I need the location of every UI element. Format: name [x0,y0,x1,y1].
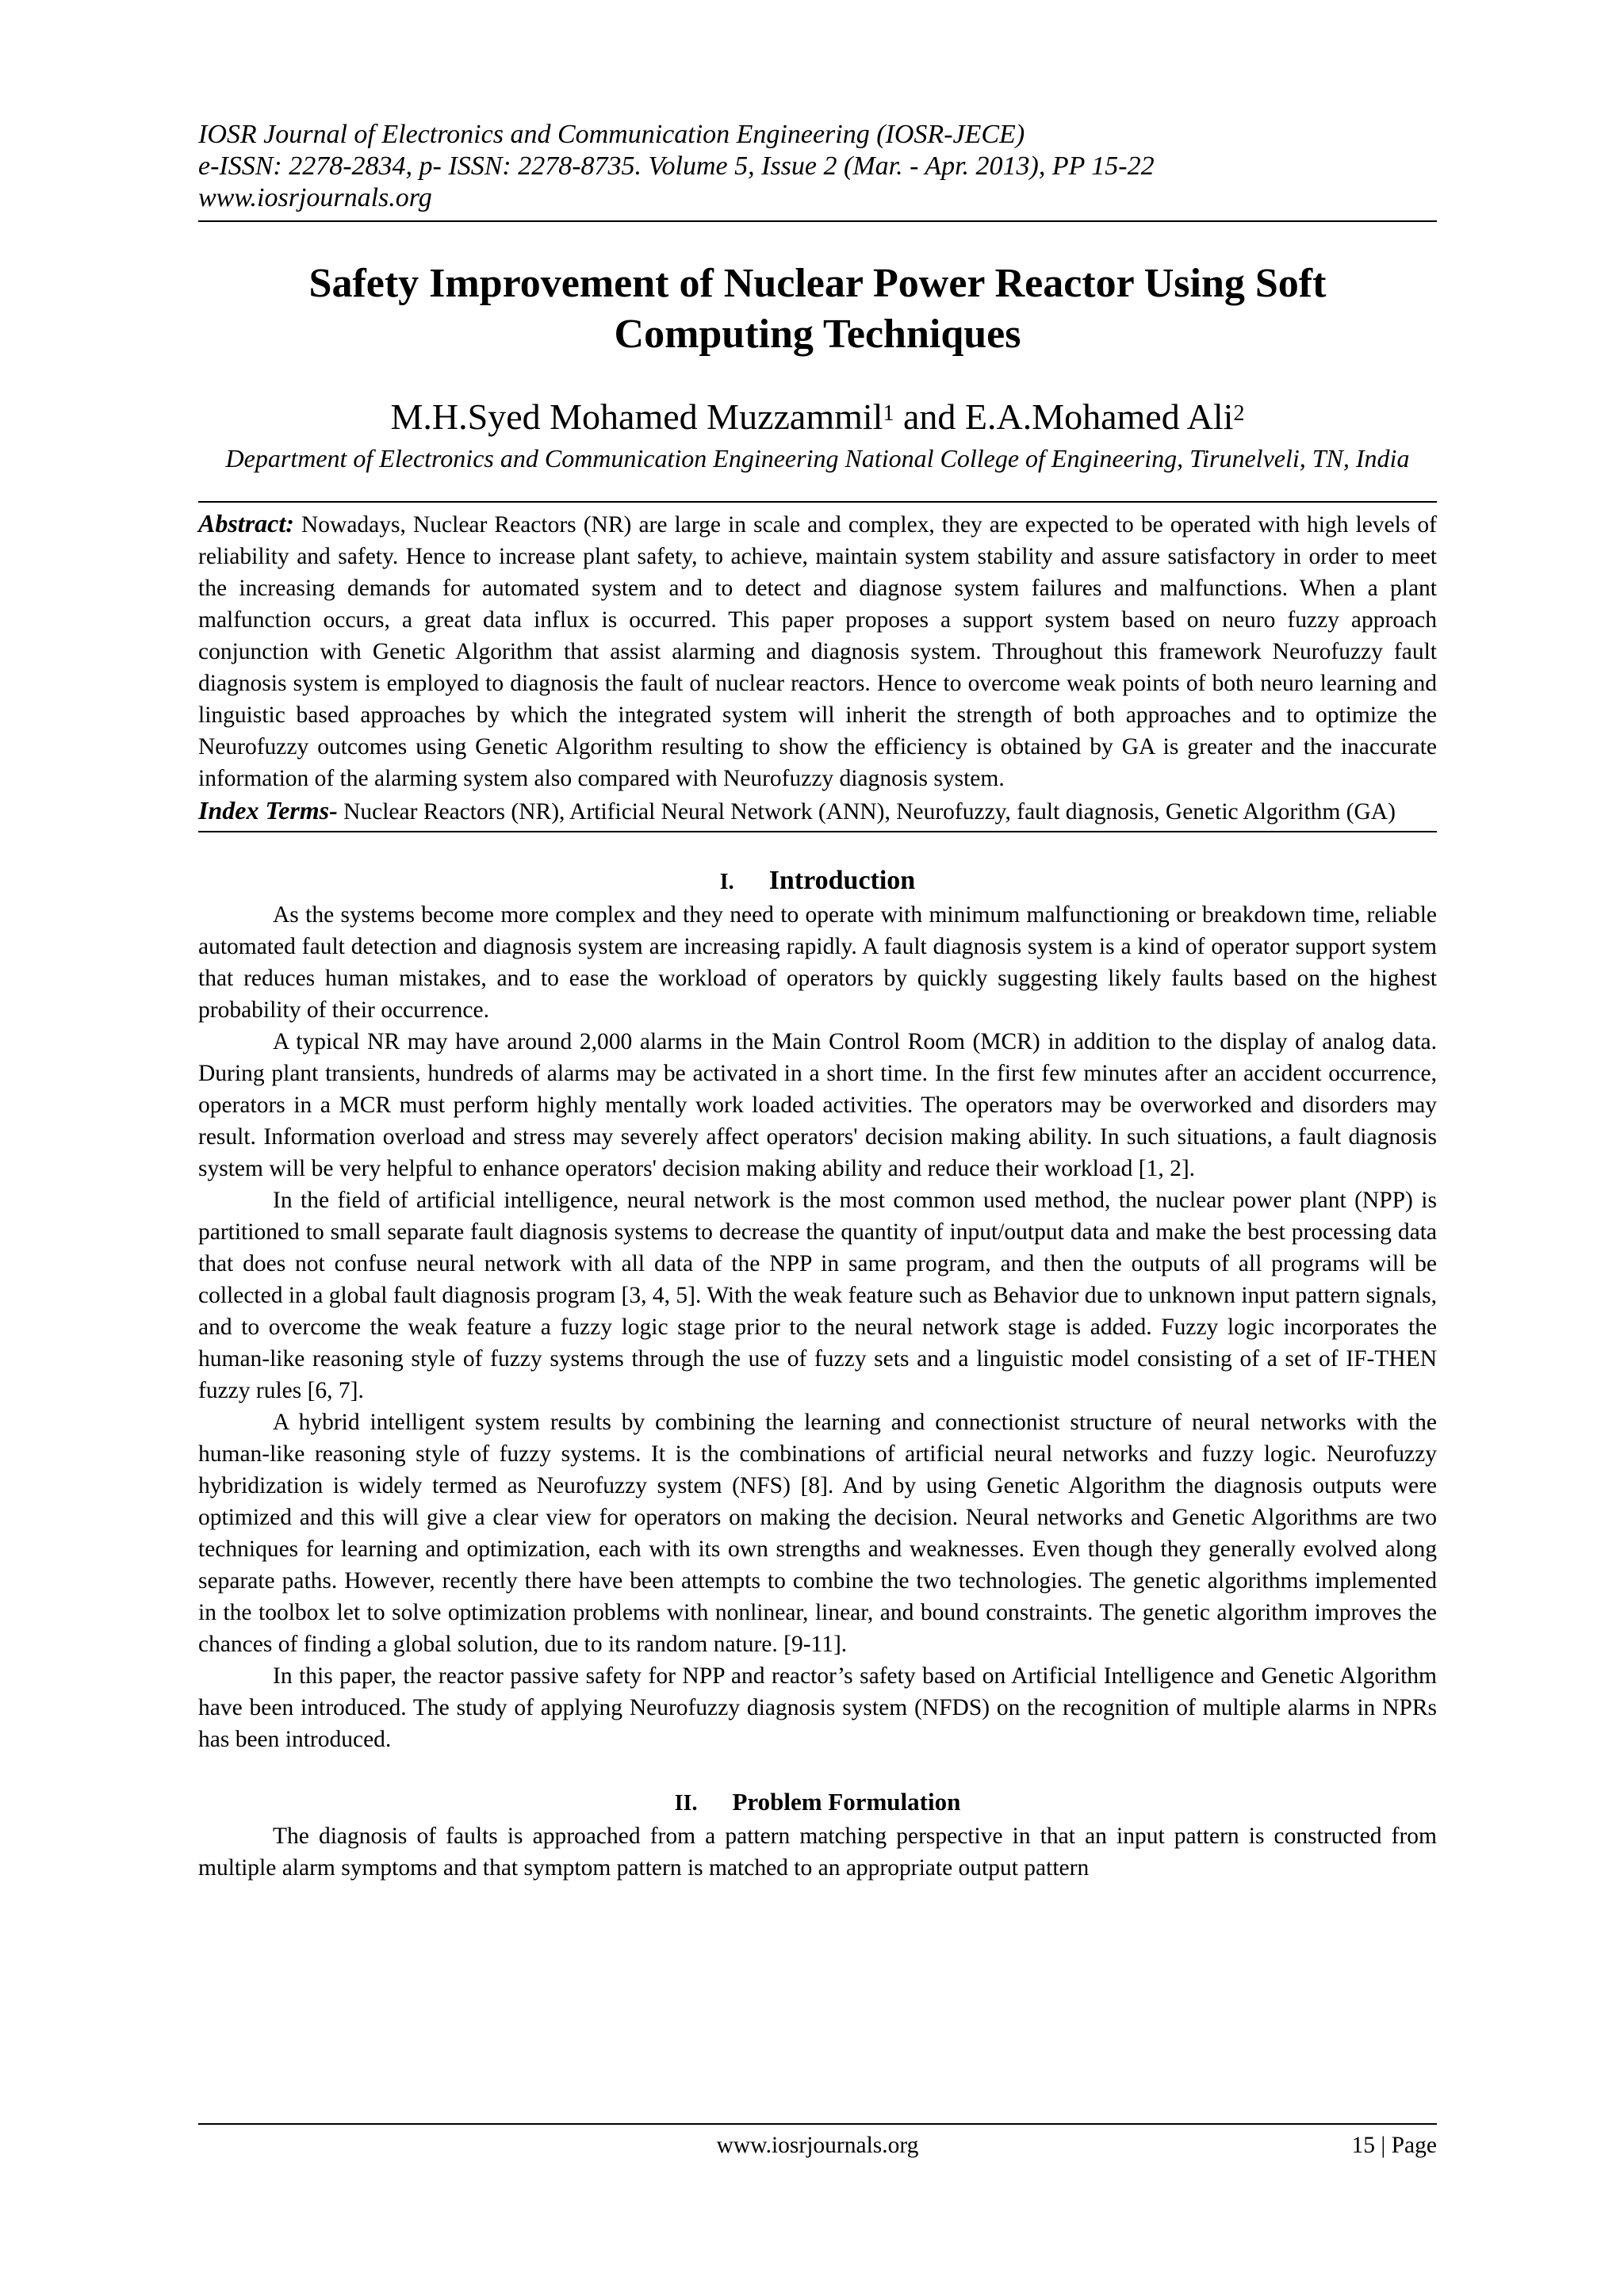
journal-website: www.iosrjournals.org [198,183,432,212]
author-conjunction: and [894,396,965,437]
index-terms-text: Nuclear Reactors (NR), Artificial Neural Network (ANN), Neurofuzzy, fault diagnosis, Genetic Algorithm (GA) [337,799,1396,825]
footer-website: www.iosrjournals.org [716,2133,919,2158]
author-line [198,395,1437,439]
author-1-affiliation-mark: 1 [883,401,894,426]
abstract-top-divider [198,501,1437,503]
paragraph: As the systems become more complex and they need to operate with minimum malfunctioning or breakdown time, reliable automated fault detection and diagnosis system are increasing rapidly. A fault diagnosis system is a kind of operator support system that reduces human mistakes, and to ease the workload of operators by quickly suggesting likely faults based on the highest probability of their occurrence. [198,902,1437,1023]
author-2-affiliation-mark: 2 [1233,401,1245,426]
paper-title: Safety Improvement of Nuclear Power Reactor Using Soft Computing Techniques [308,261,1327,357]
section-heading-problem-formulation [198,1785,1437,1820]
section-title: Introduction [768,866,916,895]
affiliation: Department of Electronics and Communication Engineering National College of Engineering, Tirunelveli, TN, India [225,444,1410,473]
page-number: 15 | Page [1351,2133,1437,2158]
abstract-label: Abstract: [198,509,294,538]
paragraph: The diagnosis of faults is approached from a pattern matching perspective in that an input pattern is constructed from multiple alarm symptoms and that symptom pattern is matched to an appropriate output pattern [198,1823,1437,1881]
section-heading-introduction [198,864,1437,899]
section-title: Problem Formulation [732,1788,961,1816]
journal-issn: e-ISSN: 2278-2834, p- ISSN: 2278-8735. Volume 5, Issue 2 (Mar. - Apr. 2013), PP 15-22 [198,151,1155,181]
paragraph: A typical NR may have around 2,000 alarms in the Main Control Room (MCR) in addition to the display of analog data. During plant transients, hundreds of alarms may be activated in a short time. In the first few minutes after an accident occurrence, operators in a MCR must perform highly mentally work loaded activities. The operators may be overworked and disorders may result. Information overload and stress may severely affect operators' decision making ability. In such situations, a fault diagnosis system will be very helpful to enhance operators' decision making ability and reduce their workload [1, 2]. [198,1029,1437,1181]
header-divider [198,220,1437,222]
abstract-bottom-divider [198,831,1437,832]
footer-divider [198,2123,1437,2125]
page-footer [198,2130,1437,2161]
index-terms [198,794,1437,828]
abstract [198,507,1437,794]
abstract-text: Nowadays, Nuclear Reactors (NR) are large in scale and complex, they are expected to be operated with high levels of reliability and safety. Hence to increase plant safety, to achieve, maintain system stability and assure satisfactory in order to meet the increasing demands for automated system and to detect and diagnose system failures and malfunctions. When a plant malfunction occurs, a great data influx is occurred. This paper proposes a support system based on neuro fuzzy approach conjunction with Genetic Algorithm that assist alarming and diagnosis system. Throughout this framework Neurofuzzy fault diagnosis system is employed to diagnosis the fault of nuclear reactors. Hence to overcome weak points of both neuro learning and linguistic based approaches by which the integrated system will inherit the strength of both approaches and to optimize the Neurofuzzy outcomes using Genetic Algorithm resulting to show the efficiency is obtained by GA is greater and the inaccurate information of the alarming system also compared with Neurofuzzy diagnosis system. [198,512,1437,791]
section-number: I. [719,870,734,894]
section-number: II. [674,1791,698,1816]
index-terms-label: Index Terms- [198,796,338,825]
paragraph: In this paper, the reactor passive safety for NPP and reactor’s safety based on Artificial Intelligence and Genetic Algorithm have been introduced. The study of applying Neurofuzzy diagnosis system (NFDS) on the recognition of multiple alarms in NPRs has been introduced. [198,1663,1437,1752]
journal-name: IOSR Journal of Electronics and Communication Engineering (IOSR-JECE) [198,120,1025,149]
author-2: E.A.Mohamed Ali [964,396,1234,437]
paragraph: In the field of artificial intelligence, neural network is the most common used method, the nuclear power plant (NPP) is partitioned to small separate fault diagnosis systems to decrease the quantity of input/output data and make the best processing data that does not confuse neural network with all data of the NPP in same program, and then the outputs of all programs will be collected in a global fault diagnosis program [3, 4, 5]. With the weak feature such as Behavior due to unknown input pattern signals, and to overcome the weak feature a fuzzy logic stage prior to the neural network stage is added. Fuzzy logic incorporates the human-like reasoning style of fuzzy systems through the use of fuzzy sets and a linguistic model consisting of a set of IF-THEN fuzzy rules [6, 7]. [198,1188,1437,1403]
author-1: M.H.Syed Mohamed Muzzammil [390,396,883,437]
paragraph: A hybrid intelligent system results by combining the learning and connectionist structure of neural networks with the human-like reasoning style of fuzzy systems. It is the combinations of artificial neural networks and fuzzy logic. Neurofuzzy hybridization is widely termed as Neurofuzzy system (NFS) [8]. And by using Genetic Algorithm the diagnosis outputs were optimized and this will give a clear view for operators on making the decision. Neural networks and Genetic Algorithms are two techniques for learning and optimization, each with its own strengths and weaknesses. Even though they generally evolved along separate paths. However, recently there have been attempts to combine the two technologies. The genetic algorithms implemented in the toolbox let to solve optimization problems with nonlinear, linear, and bound constraints. The genetic algorithm improves the chances of finding a global solution, due to its random nature. [9-11]. [198,1410,1437,1657]
paper-page [198,119,1437,1884]
